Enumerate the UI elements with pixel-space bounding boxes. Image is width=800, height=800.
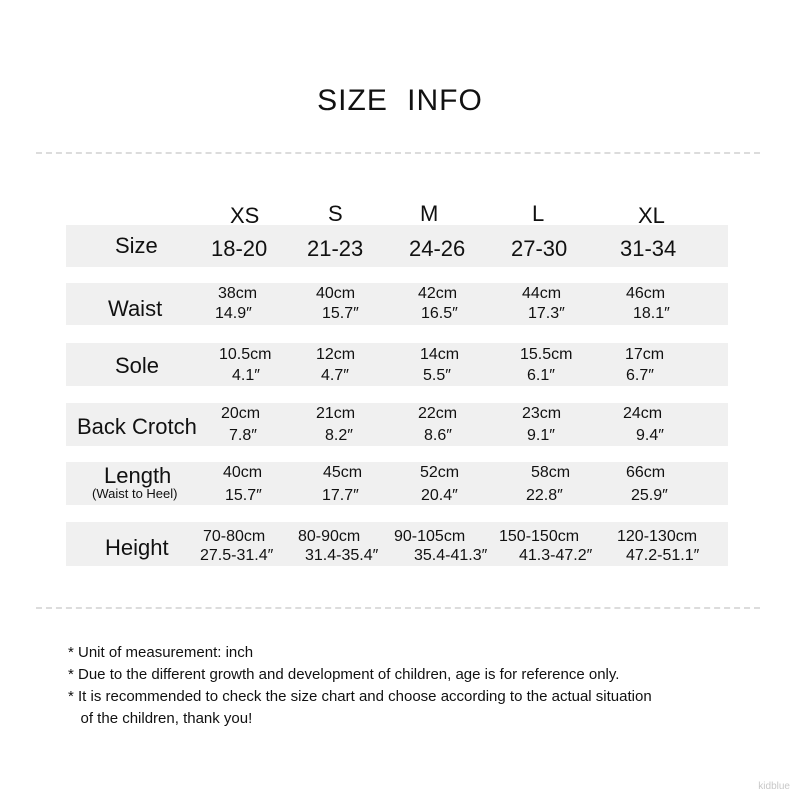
row-label-waist: Waist (108, 296, 163, 321)
height-cm-m: 90-105cm (394, 528, 466, 545)
size-code-l: L (532, 201, 545, 226)
back-crotch-cm-xl: 24cm (623, 405, 663, 422)
length-cm-xl: 66cm (626, 464, 666, 481)
waist-in-s: 15.7″ (322, 305, 359, 322)
size-code-m: M (420, 201, 439, 226)
size-range-xl: 31-34 (620, 236, 677, 261)
note-recommend-cont: of the children, thank you! (68, 710, 253, 727)
back-crotch-cm-s: 21cm (316, 405, 356, 422)
height-in-l: 41.3-47.2″ (519, 547, 593, 564)
sole-cm-m: 14cm (420, 346, 460, 363)
sole-in-xs: 4.1″ (232, 367, 260, 384)
height-in-s: 31.4-35.4″ (305, 547, 379, 564)
size-range-s: 21-23 (307, 236, 364, 261)
row-label-back-crotch: Back Crotch (77, 414, 197, 439)
watermark: kidblue (758, 781, 790, 792)
back-crotch-cm-xs: 20cm (221, 405, 261, 422)
notes-section (68, 642, 768, 730)
sole-in-xl: 6.7″ (626, 367, 654, 384)
top-divider (36, 152, 760, 154)
note-unit: * Unit of measurement: inch (68, 644, 254, 661)
length-in-xs: 15.7″ (225, 487, 262, 504)
back-crotch-in-l: 9.1″ (527, 427, 555, 444)
waist-cm-s: 40cm (316, 285, 356, 302)
size-code-xl: XL (638, 203, 665, 228)
length-in-l: 22.8″ (526, 487, 563, 504)
waist-cm-m: 42cm (418, 285, 458, 302)
sole-in-m: 5.5″ (423, 367, 451, 384)
sole-cm-s: 12cm (316, 346, 356, 363)
length-in-s: 17.7″ (322, 487, 359, 504)
row-label-size: Size (115, 233, 158, 258)
waist-in-l: 17.3″ (528, 305, 565, 322)
waist-cm-l: 44cm (522, 285, 562, 302)
back-crotch-cm-m: 22cm (418, 405, 458, 422)
waist-in-xs: 14.9″ (215, 305, 252, 322)
size-range-l: 27-30 (511, 236, 568, 261)
length-cm-s: 45cm (323, 464, 363, 481)
waist-cm-xs: 38cm (218, 285, 258, 302)
height-cm-l: 150-150cm (499, 528, 580, 545)
height-cm-s: 80-90cm (298, 528, 361, 545)
length-cm-xs: 40cm (223, 464, 263, 481)
height-in-xs: 27.5-31.4″ (200, 547, 274, 564)
row-sublabel-length: (Waist to Heel) (92, 486, 178, 501)
back-crotch-in-m: 8.6″ (424, 427, 452, 444)
length-in-xl: 25.9″ (631, 487, 668, 504)
row-label-sole: Sole (115, 353, 160, 378)
waist-in-m: 16.5″ (421, 305, 458, 322)
row-label-height: Height (105, 535, 169, 560)
back-crotch-in-s: 8.2″ (325, 427, 353, 444)
waist-cm-xl: 46cm (626, 285, 666, 302)
length-in-m: 20.4″ (421, 487, 458, 504)
height-cm-xs: 70-80cm (203, 528, 266, 545)
sole-in-l: 6.1″ (527, 367, 555, 384)
sole-cm-xs: 10.5cm (219, 346, 272, 363)
height-in-xl: 47.2-51.1″ (626, 547, 700, 564)
waist-in-xl: 18.1″ (633, 305, 670, 322)
row-label-length: Length (104, 463, 172, 488)
sole-cm-xl: 17cm (625, 346, 665, 363)
size-range-xs: 18-20 (211, 236, 268, 261)
length-cm-l: 58cm (531, 464, 571, 481)
back-crotch-in-xs: 7.8″ (229, 427, 257, 444)
bottom-divider (36, 607, 760, 609)
sole-in-s: 4.7″ (321, 367, 349, 384)
size-range-m: 24-26 (409, 236, 466, 261)
size-code-s: S (328, 201, 343, 226)
note-age: * Due to the different growth and development of children, age is for reference only. (68, 666, 620, 683)
page-title: SIZE INFO (317, 84, 483, 117)
length-cm-m: 52cm (420, 464, 460, 481)
sole-cm-l: 15.5cm (520, 346, 573, 363)
height-cm-xl: 120-130cm (617, 528, 698, 545)
height-in-m: 35.4-41.3″ (414, 547, 488, 564)
back-crotch-in-xl: 9.4″ (636, 427, 664, 444)
size-code-xs: XS (230, 203, 260, 228)
back-crotch-cm-l: 23cm (522, 405, 562, 422)
note-recommend: * It is recommended to check the size chart and choose according to the actual situation (68, 688, 652, 705)
